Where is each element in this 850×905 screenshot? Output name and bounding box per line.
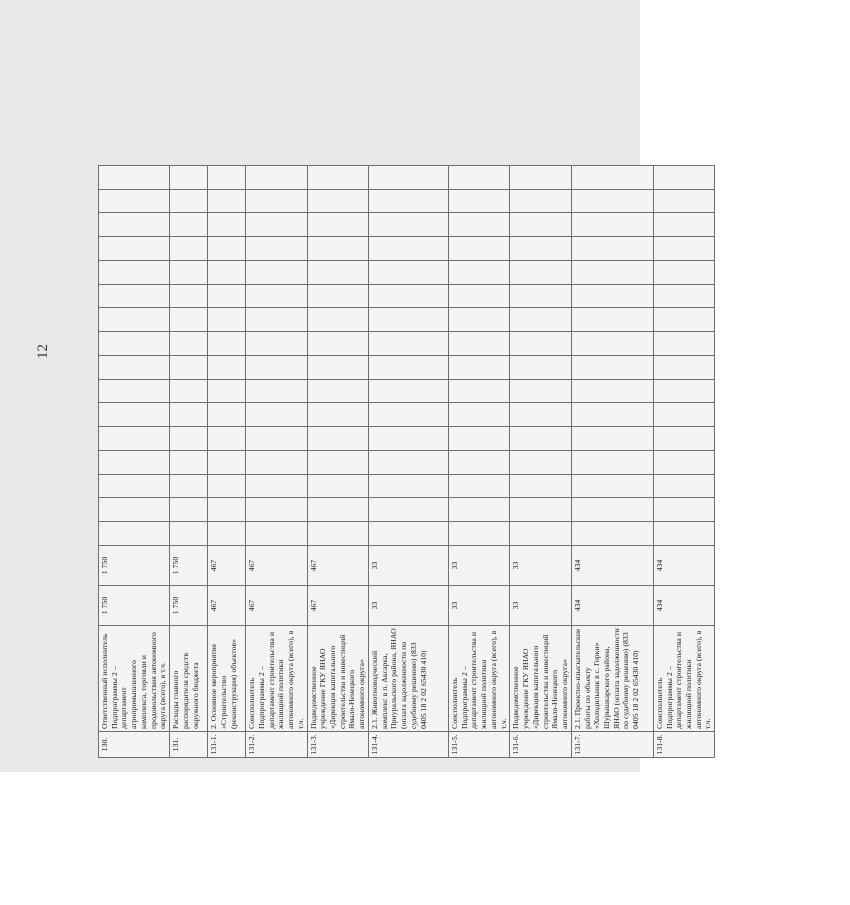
row-name-cell: Подведомственное учреждение ГКУ ЯНАО «Дирекция капитального строительства и инвестиций Ямало-Ненецкого автономного округа» — [307, 626, 368, 732]
empty-cell — [307, 189, 368, 213]
empty-cell — [246, 237, 307, 261]
table-row — [208, 166, 246, 758]
empty-cell — [307, 166, 368, 190]
empty-cell — [510, 522, 571, 546]
empty-cell — [208, 189, 246, 213]
empty-cell — [571, 403, 653, 427]
empty-cell — [307, 213, 368, 237]
empty-cell — [448, 189, 509, 213]
budget-table — [98, 165, 715, 758]
empty-cell — [170, 237, 208, 261]
empty-cell — [653, 261, 714, 285]
empty-cell — [99, 332, 170, 356]
empty-cell — [246, 166, 307, 190]
table-row — [448, 166, 509, 758]
empty-cell — [170, 498, 208, 522]
empty-cell — [448, 379, 509, 403]
row-name-cell: Ответственный исполнитель Подпрограммы 2 – департамент агропромышленного комплекса, торговли и продовольствия автономного округа (всего), в т.ч. — [99, 626, 170, 732]
empty-cell — [448, 522, 509, 546]
empty-cell — [510, 498, 571, 522]
empty-cell — [653, 213, 714, 237]
empty-cell — [307, 356, 368, 380]
empty-cell — [653, 284, 714, 308]
row-number-cell: 131-6. — [510, 732, 571, 758]
empty-cell — [448, 332, 509, 356]
empty-cell — [170, 451, 208, 475]
empty-cell — [571, 427, 653, 451]
empty-cell — [208, 332, 246, 356]
empty-cell — [510, 427, 571, 451]
empty-cell — [448, 356, 509, 380]
empty-cell — [307, 522, 368, 546]
row-year-value-cell: 434 — [571, 546, 653, 586]
row-total-cell: 1 750 — [170, 586, 208, 626]
empty-cell — [208, 427, 246, 451]
empty-cell — [307, 403, 368, 427]
empty-cell — [307, 427, 368, 451]
table-row — [571, 166, 653, 758]
empty-cell — [307, 308, 368, 332]
row-year-value-cell: 33 — [368, 546, 448, 586]
empty-cell — [170, 403, 208, 427]
row-total-cell: 467 — [246, 586, 307, 626]
empty-cell — [246, 284, 307, 308]
empty-cell — [246, 427, 307, 451]
row-number-cell: 130. — [99, 732, 170, 758]
empty-cell — [510, 284, 571, 308]
row-total-cell: 467 — [307, 586, 368, 626]
table-row — [99, 166, 170, 758]
empty-cell — [448, 403, 509, 427]
empty-cell — [368, 284, 448, 308]
empty-cell — [99, 379, 170, 403]
empty-cell — [571, 498, 653, 522]
row-number-cell: 131-2. — [246, 732, 307, 758]
table-row — [510, 166, 571, 758]
table-row — [368, 166, 448, 758]
empty-cell — [246, 498, 307, 522]
empty-cell — [208, 498, 246, 522]
row-number-cell: 131-1. — [208, 732, 246, 758]
empty-cell — [246, 261, 307, 285]
empty-cell — [510, 356, 571, 380]
row-year-value-cell: 33 — [510, 546, 571, 586]
empty-cell — [571, 261, 653, 285]
empty-cell — [246, 332, 307, 356]
empty-cell — [510, 474, 571, 498]
empty-cell — [448, 451, 509, 475]
empty-cell — [571, 166, 653, 190]
empty-cell — [246, 308, 307, 332]
empty-cell — [510, 213, 571, 237]
row-number-cell: 131-4. — [368, 732, 448, 758]
row-year-value-cell: 467 — [208, 546, 246, 586]
empty-cell — [653, 451, 714, 475]
row-total-cell: 33 — [448, 586, 509, 626]
empty-cell — [170, 356, 208, 380]
empty-cell — [208, 166, 246, 190]
page-number: 12 — [35, 344, 51, 359]
row-year-value-cell: 434 — [653, 546, 714, 586]
empty-cell — [368, 261, 448, 285]
row-year-value-cell: 467 — [246, 546, 307, 586]
empty-cell — [571, 308, 653, 332]
row-number-cell: 131-7. — [571, 732, 653, 758]
empty-cell — [246, 522, 307, 546]
row-name-cell: 2.1. Проектно-изыскательские работы по объекту «Холодильник в с. Горки» Шурышкарского района, ЯНАО (оплата задолженности по судебному решению) (833 0405 18 2 02 65430 410) — [571, 626, 653, 732]
empty-cell — [448, 261, 509, 285]
empty-cell — [653, 356, 714, 380]
empty-cell — [571, 237, 653, 261]
empty-cell — [307, 498, 368, 522]
empty-cell — [246, 379, 307, 403]
empty-cell — [208, 403, 246, 427]
empty-cell — [368, 237, 448, 261]
empty-cell — [571, 474, 653, 498]
empty-cell — [653, 332, 714, 356]
empty-cell — [448, 427, 509, 451]
empty-cell — [368, 189, 448, 213]
empty-cell — [170, 213, 208, 237]
empty-cell — [246, 189, 307, 213]
empty-cell — [368, 474, 448, 498]
empty-cell — [448, 474, 509, 498]
row-name-cell: Соисполнитель Подпрограммы 2 – департамент строительства и жилищной политики автономного округа (всего), в т.ч. — [653, 626, 714, 732]
row-number-cell: 131-5. — [448, 732, 509, 758]
row-total-cell: 33 — [510, 586, 571, 626]
table-row — [170, 166, 208, 758]
empty-cell — [208, 356, 246, 380]
row-name-cell: Расходы главного распорядителя средств окружного бюджета — [170, 626, 208, 732]
empty-cell — [307, 379, 368, 403]
empty-cell — [170, 427, 208, 451]
empty-cell — [208, 308, 246, 332]
empty-cell — [653, 522, 714, 546]
empty-cell — [99, 451, 170, 475]
rotated-table-frame — [98, 166, 850, 758]
empty-cell — [368, 522, 448, 546]
empty-cell — [307, 237, 368, 261]
empty-cell — [246, 451, 307, 475]
empty-cell — [368, 166, 448, 190]
row-total-cell: 1 750 — [99, 586, 170, 626]
empty-cell — [208, 379, 246, 403]
empty-cell — [368, 451, 448, 475]
empty-cell — [99, 189, 170, 213]
empty-cell — [571, 213, 653, 237]
empty-cell — [653, 166, 714, 190]
table-row — [246, 166, 307, 758]
empty-cell — [653, 189, 714, 213]
empty-cell — [653, 237, 714, 261]
empty-cell — [653, 379, 714, 403]
empty-cell — [99, 284, 170, 308]
empty-cell — [170, 332, 208, 356]
empty-cell — [246, 474, 307, 498]
empty-cell — [170, 474, 208, 498]
empty-cell — [307, 474, 368, 498]
empty-cell — [510, 237, 571, 261]
empty-cell — [99, 427, 170, 451]
empty-cell — [99, 166, 170, 190]
empty-cell — [307, 332, 368, 356]
empty-cell — [368, 427, 448, 451]
row-name-cell: Соисполнитель Подпрограммы 2 – департамент строительства и жилищной политики автономного округа (всего), в т.ч. — [246, 626, 307, 732]
empty-cell — [99, 498, 170, 522]
empty-cell — [571, 379, 653, 403]
empty-cell — [653, 498, 714, 522]
empty-cell — [99, 261, 170, 285]
empty-cell — [246, 356, 307, 380]
empty-cell — [368, 213, 448, 237]
empty-cell — [170, 261, 208, 285]
empty-cell — [510, 261, 571, 285]
empty-cell — [99, 213, 170, 237]
empty-cell — [307, 451, 368, 475]
empty-cell — [170, 379, 208, 403]
empty-cell — [448, 237, 509, 261]
empty-cell — [208, 213, 246, 237]
row-number-cell: 131-8. — [653, 732, 714, 758]
empty-cell — [99, 474, 170, 498]
empty-cell — [307, 284, 368, 308]
empty-cell — [170, 189, 208, 213]
empty-cell — [368, 332, 448, 356]
row-year-value-cell: 1 750 — [170, 546, 208, 586]
empty-cell — [246, 213, 307, 237]
empty-cell — [448, 166, 509, 190]
empty-cell — [368, 356, 448, 380]
table-row — [307, 166, 368, 758]
empty-cell — [653, 403, 714, 427]
empty-cell — [368, 403, 448, 427]
empty-cell — [99, 237, 170, 261]
row-name-cell: Соисполнитель Подпрограммы 2 – департамент строительства и жилищной политики автономного округа (всего), в т.ч. — [448, 626, 509, 732]
empty-cell — [368, 308, 448, 332]
empty-cell — [571, 332, 653, 356]
empty-cell — [99, 522, 170, 546]
empty-cell — [208, 522, 246, 546]
empty-cell — [208, 474, 246, 498]
empty-cell — [448, 284, 509, 308]
empty-cell — [99, 356, 170, 380]
empty-cell — [208, 284, 246, 308]
empty-cell — [510, 189, 571, 213]
empty-cell — [510, 403, 571, 427]
empty-cell — [571, 356, 653, 380]
row-name-cell: Подведомственное учреждение ГКУ ЯНАО «Дирекция капитального строительства и инвестиций Ямало-Ненецкого автономного округа» — [510, 626, 571, 732]
empty-cell — [510, 332, 571, 356]
empty-cell — [510, 451, 571, 475]
empty-cell — [510, 379, 571, 403]
empty-cell — [208, 451, 246, 475]
empty-cell — [208, 261, 246, 285]
row-number-cell: 131. — [170, 732, 208, 758]
row-total-cell: 33 — [368, 586, 448, 626]
empty-cell — [170, 284, 208, 308]
row-total-cell: 434 — [653, 586, 714, 626]
empty-cell — [99, 403, 170, 427]
empty-cell — [170, 166, 208, 190]
empty-cell — [571, 522, 653, 546]
empty-cell — [653, 474, 714, 498]
empty-cell — [246, 403, 307, 427]
empty-cell — [510, 308, 571, 332]
table-row — [653, 166, 714, 758]
empty-cell — [170, 522, 208, 546]
empty-cell — [170, 308, 208, 332]
empty-cell — [571, 189, 653, 213]
empty-cell — [571, 451, 653, 475]
row-name-cell: 2.1. Животноводческий комплекс в п. Аксарка, Приуральского района, ЯНАО (оплата задолженности по судебному решению) (833 0405 18 2 02 65430 410) — [368, 626, 448, 732]
empty-cell — [653, 427, 714, 451]
row-year-value-cell: 467 — [307, 546, 368, 586]
row-name-cell: 2. Основное мероприятие «Строительство (реконструкция) объектов» — [208, 626, 246, 732]
row-number-cell: 131-3. — [307, 732, 368, 758]
row-year-value-cell: 33 — [448, 546, 509, 586]
empty-cell — [368, 498, 448, 522]
row-total-cell: 434 — [571, 586, 653, 626]
empty-cell — [510, 166, 571, 190]
empty-cell — [307, 261, 368, 285]
empty-cell — [653, 308, 714, 332]
empty-cell — [571, 284, 653, 308]
empty-cell — [368, 379, 448, 403]
row-year-value-cell: 1 750 — [99, 546, 170, 586]
empty-cell — [448, 498, 509, 522]
empty-cell — [208, 237, 246, 261]
empty-cell — [99, 308, 170, 332]
empty-cell — [448, 213, 509, 237]
empty-cell — [448, 308, 509, 332]
row-total-cell: 467 — [208, 586, 246, 626]
